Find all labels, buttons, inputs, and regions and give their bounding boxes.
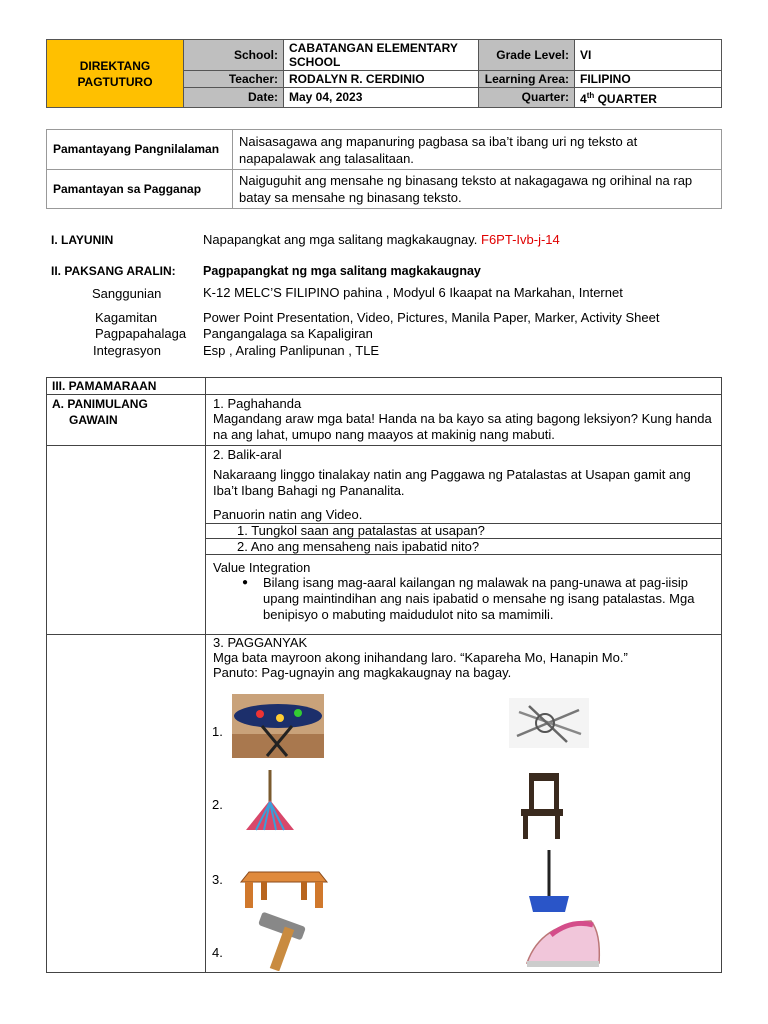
teacher-value: RODALYN R. CERDINIO bbox=[284, 71, 479, 88]
value-integration-text: Bilang isang mag-aaral kailangan ng malawak na pang-unawa at pag-iisip upang maintindihan ang nais ipabatid o mensahe ng isang patalastas. Mga benipisyo o mabuting maidudulot nito sa mamimili. bbox=[263, 575, 695, 622]
item-number: 4. bbox=[212, 945, 223, 960]
item-number: 3. bbox=[212, 872, 223, 887]
reference-text: K-12 MELC’S FILIPINO pahina , Modyul 6 Ikaapat na Markahan, Internet bbox=[203, 285, 623, 300]
date-label: Date: bbox=[184, 88, 284, 108]
row-divider bbox=[47, 634, 721, 635]
ironing-board-picture bbox=[232, 694, 324, 758]
column-divider bbox=[205, 378, 206, 972]
quarter-value: 4th QUARTER bbox=[575, 88, 722, 108]
teacher-label: Teacher: bbox=[184, 71, 284, 88]
flat-iron-picture bbox=[521, 913, 605, 969]
values-text: Pangangalaga sa Kapaligiran bbox=[203, 326, 373, 341]
procedure-table bbox=[46, 377, 722, 973]
intro-activity-label-2: GAWAIN bbox=[69, 413, 118, 427]
materials-text: Power Point Presentation, Video, Pictures, Manila Paper, Marker, Activity Sheet bbox=[203, 310, 660, 325]
step1-title: 1. Paghahanda bbox=[213, 396, 302, 411]
procedure-heading: III. PAMAMARAAN bbox=[52, 379, 157, 393]
content-standard-label: Pamantayang Pangnilalaman bbox=[47, 130, 233, 170]
step1-text: Magandang araw mga bata! Handa na ba kayo sa ating bagong leksiyon? Kung handa na ang lahat, umupo nang maayos at makinig nang mabuti. bbox=[213, 411, 712, 442]
objectives-text: Napapangkat ang mga salitang magkakaugnay. F6PT-Ivb-j-14 bbox=[203, 232, 560, 247]
broom-picture bbox=[242, 770, 298, 832]
step2-watch: Panuorin natin ang Video. bbox=[213, 507, 363, 522]
subject-label: II. PAKSANG ARALIN: bbox=[51, 264, 176, 278]
row-divider bbox=[47, 445, 721, 446]
chair-picture bbox=[517, 771, 567, 841]
competency-code: F6PT-Ivb-j-14 bbox=[481, 232, 560, 247]
area-value: FILIPINO bbox=[575, 71, 722, 88]
reference-label: Sanggunian bbox=[92, 286, 162, 301]
school-label: School: bbox=[184, 40, 284, 71]
lesson-type-title: DIREKTANG PAGTUTURO bbox=[47, 40, 184, 108]
materials-label: Kagamitan bbox=[95, 310, 158, 325]
objectives-label: I. LAYUNIN bbox=[51, 233, 114, 247]
date-value: May 04, 2023 bbox=[284, 88, 479, 108]
step2-question-1: 1. Tungkol saan ang patalastas at usapan? bbox=[237, 523, 485, 538]
item-number: 2. bbox=[212, 797, 223, 812]
intro-activity-label-1: A. PANIMULANG bbox=[52, 397, 148, 411]
standards-table bbox=[46, 129, 722, 209]
integration-text: Esp , Araling Panlipunan , TLE bbox=[203, 343, 380, 358]
subject-title: Pagpapangkat ng mga salitang magkakaugnay bbox=[203, 264, 481, 278]
content-standard-text: Naisasagawa ang mapanuring pagbasa sa iba’t ibang uri ng teksto at napapalawak ang talasalitaan. bbox=[233, 130, 722, 170]
step2-title: 2. Balik-aral bbox=[213, 447, 282, 462]
step2-text: Nakaraang linggo tinalakay natin ang Paggawa ng Patalastas at Usapan gamit ang Iba’t Ibang Bahagi ng Pananalita. bbox=[213, 467, 691, 498]
step3-title: 3. PAGGANYAK bbox=[213, 635, 308, 650]
grade-value: VI bbox=[575, 40, 722, 71]
performance-standard-text: Naiguguhit ang mensahe ng binasang teksto at nakagagawa ng orihinal na rap batay sa mensahe ng binasang teksto. bbox=[233, 170, 722, 209]
bullet-icon: ● bbox=[242, 577, 249, 588]
dustpan-picture bbox=[525, 848, 573, 918]
nails-picture bbox=[509, 698, 589, 748]
quarter-label: Quarter: bbox=[479, 88, 575, 108]
school-value: CABATANGAN ELEMENTARY SCHOOL bbox=[284, 40, 479, 71]
step3-text: Mga bata mayroon akong inihandang laro. “Kapareha Mo, Hanapin Mo.” bbox=[213, 650, 628, 665]
grade-label: Grade Level: bbox=[479, 40, 575, 71]
area-label: Learning Area: bbox=[479, 71, 575, 88]
item-number: 1. bbox=[212, 724, 223, 739]
row-divider bbox=[47, 394, 721, 395]
value-integration-title: Value Integration bbox=[213, 560, 311, 575]
step3-instruction: Panuto: Pag-ugnayin ang magkakaugnay na bagay. bbox=[213, 665, 512, 680]
integration-label: Integrasyon bbox=[93, 343, 161, 358]
performance-standard-label: Pamantayan sa Pagganap bbox=[47, 170, 233, 209]
table-picture bbox=[239, 862, 329, 910]
step2-question-2: 2. Ano ang mensaheng nais ipabatid nito? bbox=[237, 539, 480, 554]
header-table bbox=[46, 39, 722, 108]
values-label: Pagpapahalaga bbox=[95, 326, 187, 341]
hammer-picture bbox=[237, 911, 327, 971]
